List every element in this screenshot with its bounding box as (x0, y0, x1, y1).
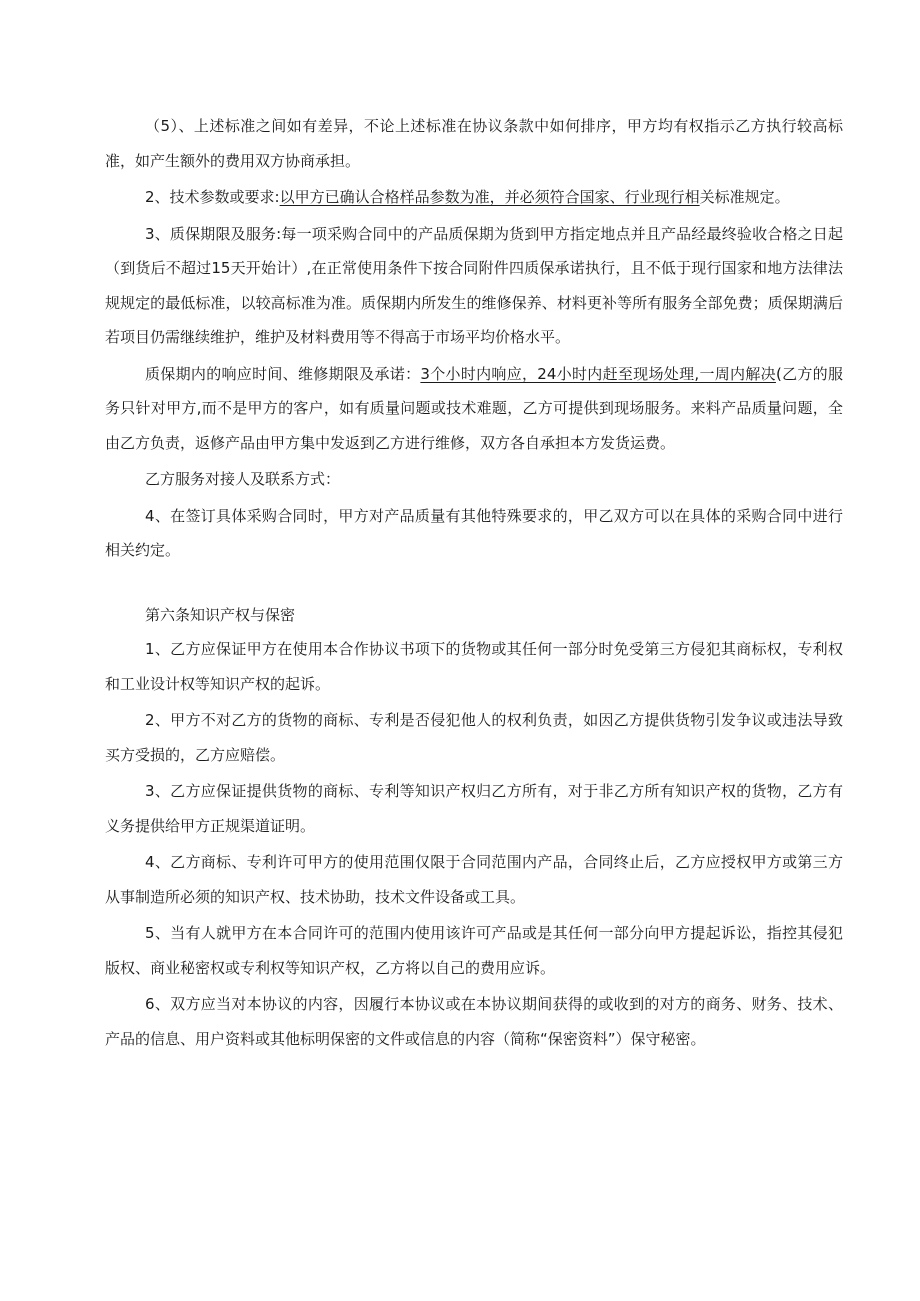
response-time-label: 质保期内的响应时间、维修期限及承诺： (145, 364, 421, 383)
paragraph-ip-1: 1、乙方应保证甲方在使用本合作协议书项下的货物或其任何一部分时免受第三方侵犯其商标权，专利权和工业设计权等知识产权的起诉。 (105, 640, 843, 693)
document-page (105, 109, 843, 1056)
technical-parameters-underlined: 以甲方已确认合格样品参数为准，并必须符合国家、行业现行相 (279, 188, 700, 206)
paragraph-response-time (105, 357, 843, 461)
section-heading-ip-confidentiality: 第六条知识产权与保密 (145, 605, 296, 624)
technical-parameters-label: 2、技术参数或要求: (145, 188, 280, 206)
response-time-underlined: 3个小时内响应，24小时内赶至现场处理,一周内解决 (420, 364, 776, 383)
response-time-tail: (乙方的服务只针对甲方,而不是甲方的客户，如有质量问题或技术难题，乙方可提供到现场服务。来料产品质量问题，全由乙方负责，返修产品由甲方集中发返到乙方进行维修，双方各自承担本方发货运费。 (105, 364, 843, 452)
paragraph-ip-4: 4、乙方商标、专利许可甲方的使用范围仅限于合同范围内产品，合同终止后，乙方应授权甲方或第三方从事制造所必须的知识产权、技术协助，技术文件设备或工具。 (105, 853, 843, 906)
paragraph-special-requirements: 4、在签订具体采购合同时，甲方对产品质量有其他特殊要求的，甲乙双方可以在具体的采购合同中进行相关约定。 (105, 506, 843, 559)
technical-parameters-tail: 关标准规定。 (699, 188, 790, 206)
paragraph-warranty-period: 3、质保期限及服务:每一项采购合同中的产品质保期为货到甲方指定地点并且产品经最终验收合格之日起（到货后不超过15天开始计）,在正常使用条件下按合同附件四质保承诺执行，且不低于现行国家和地方法律法规规定的最低标准，以较高标准为准。质保期内所发生的维修保养、材料更补等所有服务全部免费；质保期满后若项目仍需继续维护，维护及材料费用等不得高于市场平均价格水平。 (105, 224, 843, 346)
paragraph-ip-3: 3、乙方应保证提供货物的商标、专利等知识产权归乙方所有，对于非乙方所有知识产权的货物，乙方有义务提供给甲方正规渠道证明。 (105, 782, 843, 835)
paragraph-standard-difference: （5）、上述标准之间如有差异，不论上述标准在协议条款中如何排序，甲方均有权指示乙方执行较高标准，如产生额外的费用双方协商承担。 (105, 117, 843, 170)
paragraph-service-contact: 乙方服务对接人及联系方式： (145, 470, 341, 488)
paragraph-ip-2: 2、甲方不对乙方的货物的商标、专利是否侵犯他人的权利负责，如因乙方提供货物引发争议或违法导致买方受损的，乙方应赔偿。 (105, 711, 843, 764)
paragraph-technical-parameters (105, 180, 843, 215)
paragraph-ip-5: 5、当有人就甲方在本合同许可的范围内使用该许可产品或是其任何一部分向甲方提起诉讼，指控其侵犯版权、商业秘密权或专利权等知识产权，乙方将以自己的费用应诉。 (105, 924, 843, 977)
paragraph-ip-6: 6、双方应当对本协议的内容，因履行本协议或在本协议期间获得的或收到的对方的商务、财务、技术、产品的信息、用户资料或其他标明保密的文件或信息的内容（简称“保密资料”）保守秘密。 (105, 995, 843, 1048)
